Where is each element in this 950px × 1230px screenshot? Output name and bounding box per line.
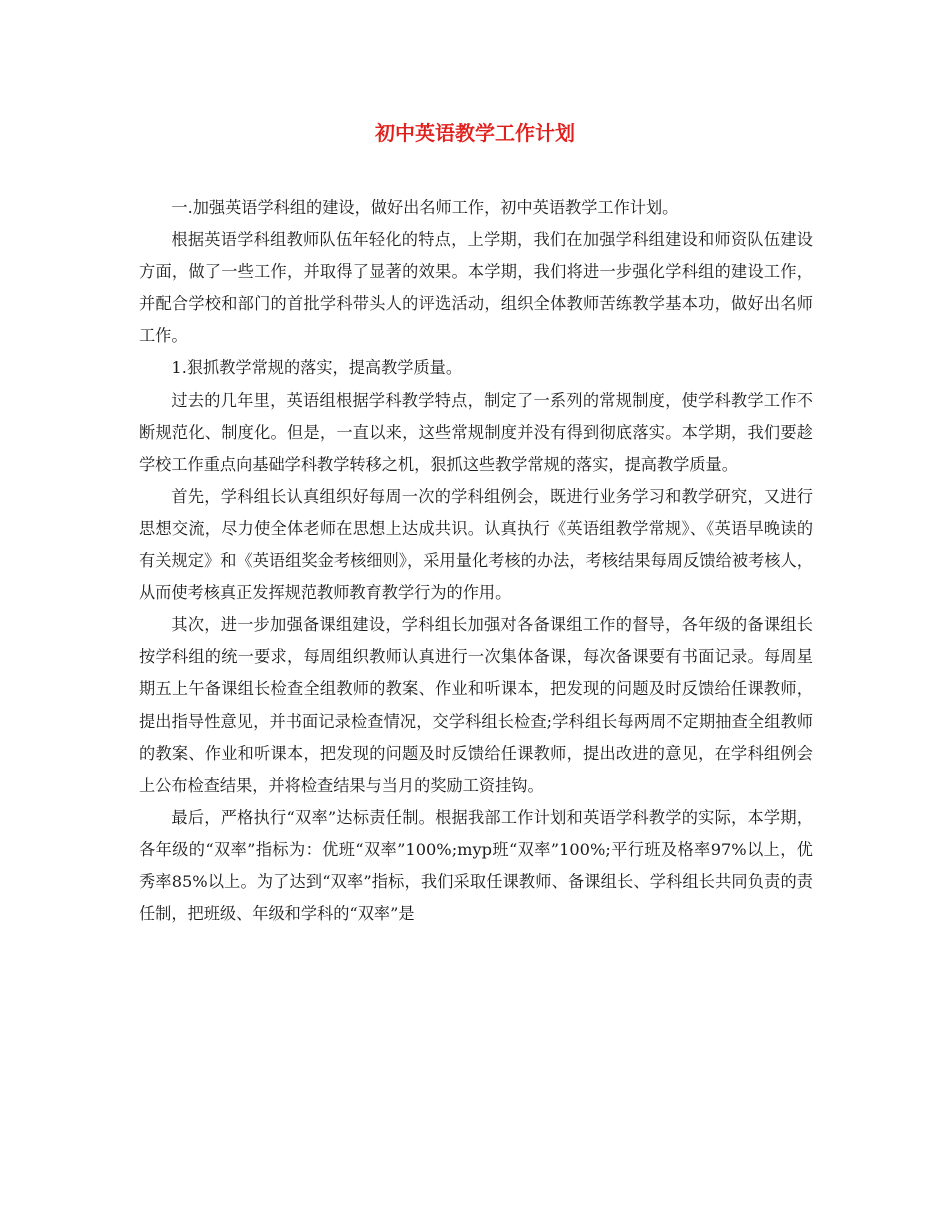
paragraph-subheading: 1.狠抓教学常规的落实，提高教学质量。 xyxy=(171,358,463,378)
document-body xyxy=(139,192,813,930)
paragraph: 根据英语学科组教师队伍年轻化的特点，上学期，我们在加强学科组建设和师资队伍建设方面，做了一些工作，并取得了显著的效果。本学期，我们将进一步强化学科组的建设工作，并配合学校和部门的首批学科带头人的评选活动，组织全体教师苦练教学基本功，做好出名师工作。 xyxy=(139,230,813,346)
paragraph: 最后，严格执行“双率”达标责任制。根据我部工作计划和英语学科教学的实际，本学期，各年级的“双率”指标为：优班“双率”100%;myp班“双率”100%;平行班及格率97%以上，优秀率85%以上。为了达到“双率”指标，我们采取任课教师、备课组长、学科组长共同负责的责任制，把班级、年级和学科的“双率”是 xyxy=(139,807,813,924)
paragraph: 过去的几年里，英语组根据学科教学特点，制定了一系列的常规制度，使学科教学工作不断规范化、制度化。但是，一直以来，这些常规制度并没有得到彻底落实。本学期，我们要趁学校工作重点向基础学科教学转移之机，狠抓这些教学常规的落实，提高教学质量。 xyxy=(139,390,813,474)
paragraph: 首先，学科组长认真组织好每周一次的学科组例会，既进行业务学习和教学研究，又进行思想交流，尽力使全体老师在思想上达成共识。认真执行《英语组教学常规》、《英语早晚读的有关规定》和《英语组奖金考核细则》，采用量化考核的办法，考核结果每周反馈给被考核人，从而使考核真正发挥规范教师教育教学行为的作用。 xyxy=(139,486,813,603)
paragraph-section-heading: 一.加强英语学科组的建设，做好出名师工作，初中英语教学工作计划。 xyxy=(171,198,679,217)
paragraph: 其次，进一步加强备课组建设，学科组长加强对各备课组工作的督导，各年级的备课组长按学科组的统一要求，每周组织教师认真进行一次集体备课，每次备课要有书面记录。每周星期五上午备课组长检查全组教师的教案、作业和听课本，把发现的问题及时反馈给任课教师，提出指导性意见，并书面记录检查情况，交学科组长检查;学科组长每两周不定期抽查全组教师的教案、作业和听课本，把发现的问题及时反馈给任课教师，提出改进的意见，在学科组例会上公布检查结果，并将检查结果与当月的奖励工资挂钩。 xyxy=(139,615,813,795)
document-title: 初中英语教学工作计划 xyxy=(375,121,575,145)
